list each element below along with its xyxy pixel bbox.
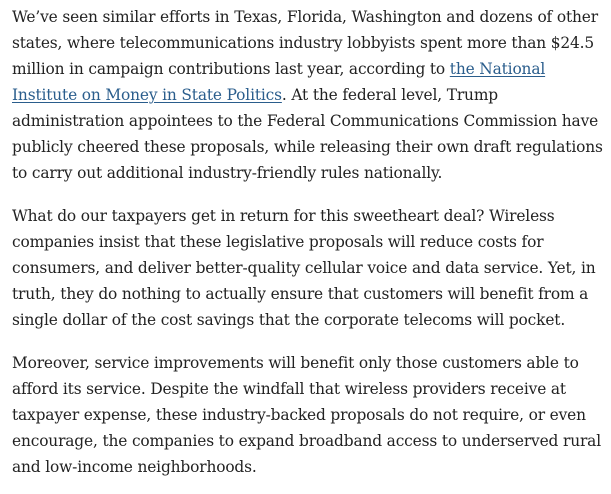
paragraph-2: What do our taxpayers get in return for this sweetheart deal? Wireless companies insist that these legislative proposals will reduce costs for consumers, and deliver better-quality cellular voice and data service. Yet, in truth, they do nothing to actually ensure that customers will benefit from a single dollar of the cost savings that the corporate telecoms will pocket. [12, 207, 596, 329]
paragraph-1-text-after-link: . At the federal level, Trump administration appointees to the Federal Communications Commission have publicly cheered these proposals, while releasing their own draft regulations to carry out additional industry-friendly rules nationally. [12, 86, 603, 182]
paragraph-1 [12, 4, 605, 186]
national-institute-link[interactable]: the National Institute on Money in State Politics [12, 60, 546, 104]
paragraph-3: Moreover, service improvements will benefit only those customers able to afford its service. Despite the windfall that wireless providers receive at taxpayer expense, these industry-backed proposals do not require, or even encourage, the companies to expand broadband access to underserved rural and low-income neighborhoods. [12, 354, 601, 476]
paragraph-1-text-before-link: We’ve seen similar efforts in Texas, Florida, Washington and dozens of other states, where telecommunications industry lobbyists spent more than $24.5 million in campaign contributions last year, according to [12, 8, 598, 78]
